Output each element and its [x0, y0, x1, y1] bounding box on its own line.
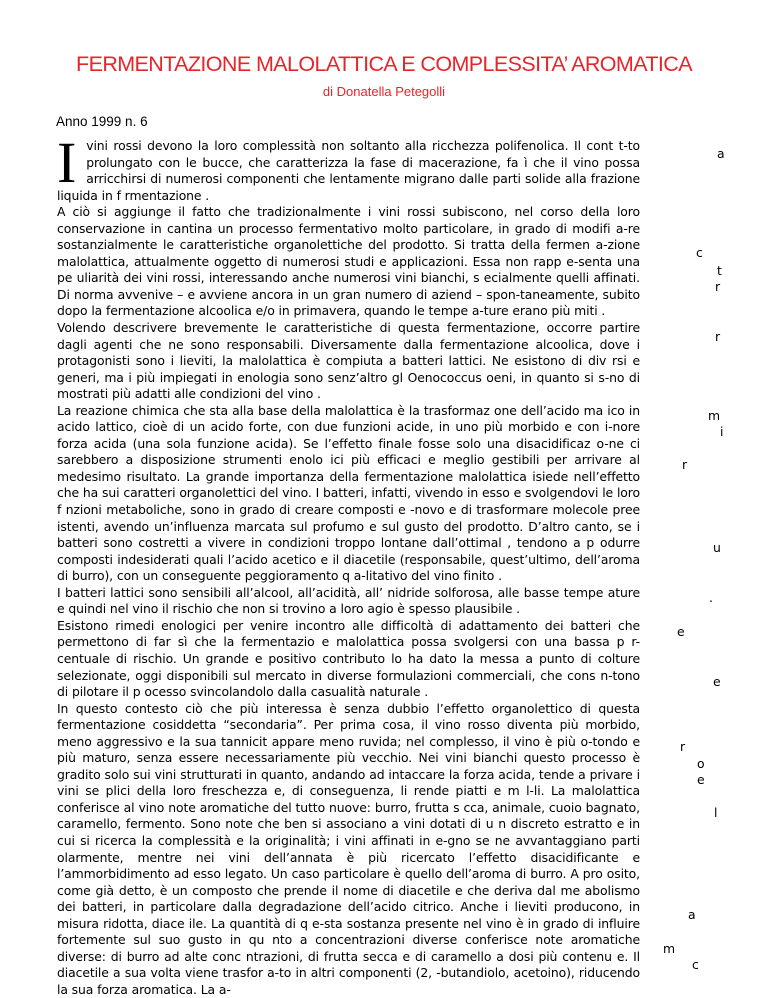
article-author: di Donatella Petegolli	[322, 84, 446, 99]
article-title: FERMENTAZIONE MALOLATTICA E COMPLESSITA’ AROMATICA	[76, 52, 692, 76]
stray-letter: e	[713, 674, 721, 689]
paragraph: In questo contesto ciò che più interessa è senza dubbio l’effetto organolettico di questa fermentazione cosiddetta “secondaria”. Per prima cosa, il vino rosso diventa più morbido, meno aggressivo e la sua tannicit appare meno ruvida; nel complesso, il vino è più o-tondo e più maturo, senza essere necessariamente più vecchio. Nei vini bianchi questo processo è gradito solo sui vini strutturati in quanto, andando ad intaccare la forza acida, tende a privare i vini se plici della loro freschezza e, di conseguenza, li rende piatti e m l-li. La malolattica conferisce al vino note aromatiche del tutto nuove: burro, frutta s cca, animale, cuoio bagnato, caramello, fermento. Sono note che ben si associano a vini dotati di u n discreto estratto e in cui si ricerca la complessità e la originalità; i vini affinati in e-gno se ne avvantaggiano parti olarmente, mentre nei vini dell’annata è più ricercato l’effetto disacidificante e l’ammorbidimento ad esso legato. Un caso particolare è quello dell’aroma di burro. A pro osito, come già detto, è un composto che prende il nome di diacetile e che deriva dal me abolismo dei batteri, in particolare dalla degradazione dell’acido citrico. Anche i lieviti producono, in misura ridotta, diace ile. La quantità di q e-sta sostanza presente nel vino è in grado di influire fortemente sul suo gusto in qu nto a concentrazioni diverse conferisce note aromatiche diverse: di burro ad alte conc ntrazioni, di frutta secca e di caramello a dosi più contenu e. Il diacetile a sua volta viene trasfor a-to in altri componenti (2, -butandiolo, acetoino), riducendo la sua forza aromatica. La a-	[57, 700, 640, 997]
paragraph: Esistono rimedi enologici per venire incontro alle difficoltà di adattamento dei batteri che permettono di far sì che la fermentazio e malolattica possa svolgersi con una bassa p r-centuale di rischio. Un grande e positivo contributo lo ha dato la messa a punto di colture selezionate, oggi disponibili sul mercato in diverse formulazioni commerciali, che cons n-tono di pilotare il p ocesso svincolandolo dalla casualità naturale .	[57, 617, 640, 700]
paragraph	[57, 130, 640, 204]
stray-letter: r	[715, 329, 721, 344]
stray-letter: r	[680, 739, 686, 754]
paragraph: I batteri lattici sono sensibili all’alcool, all’acidità, all’ nidride solforosa, alle basse tempe ature e quindi nel vino il rischio che non si trovino a loro agio è spesso plausibile .	[57, 584, 640, 617]
stray-letter: l	[714, 805, 718, 820]
paragraph: La reazione chimica che sta alla base della malolattica è la trasformaz one dell’acido ma ico in acido lattico, cioè di un acido forte, con due funzioni acide, in uno più morbido e con i-nore forza acida (una sola funzione acida). Se l’effetto finale fosse solo una disacidificaz o-ne ci sarebbero a disposizione strumenti enolo ici più efficaci e meglio gestibili per arrivare al medesimo risultato. La grande importanza della fermentazione malolattica isiede nell’effetto che ha sui caratteri organolettici del vino. I batteri, infatti, vivendo in esso e svolgendovi le loro f nzioni metaboliche, sono in grado di creare composti e -novo e di trasformare molecole pree istenti, avendo un’influenza marcata sul profumo e sul gusto del prodotto. D’altro canto, se i batteri sono costretti a vivere in condizioni troppo lontane dall’ottimal , tendono a p odurre composti indesiderati quali l’acido acetico e il diacetile (responsabile, quest’ultimo, dell’aroma di burro), con un conseguente peggioramento q a-litativo del vino finito .	[57, 402, 640, 584]
article-body	[57, 130, 640, 998]
stray-letter: m	[708, 408, 721, 423]
stray-letter: m	[663, 941, 676, 956]
stray-letter: c	[696, 245, 703, 260]
stray-letter: u	[713, 540, 721, 555]
stray-letter: t	[717, 263, 722, 278]
issue-label: Anno 1999 n. 6	[56, 114, 148, 129]
stray-letter: c	[692, 957, 699, 972]
paragraph: Volendo descrivere brevemente le caratteristiche di questa fermentazione, occorre partire dagli agenti che ne sono responsabili. Diversamente dalla fermentazione alcoolica, dove i protagonisti sono i lieviti, la malolattica è compiuta a batteri lattici. Ne esistono di div rsi e generi, ma i più impiegati in enologia sono senz’altro gl Oenococcus oeni, in quanto si s-no di mostrati più adatti alle condizioni del vino .	[57, 320, 640, 402]
stray-letter: r	[682, 457, 688, 472]
stray-letter: r	[715, 279, 721, 294]
stray-letter: e	[697, 772, 705, 787]
stray-letter: e	[677, 624, 685, 639]
stray-letter: a	[688, 907, 696, 922]
stray-letter: .	[709, 590, 713, 605]
stray-letter: a	[717, 146, 725, 161]
stray-letter: i	[720, 424, 724, 439]
drop-cap: I	[57, 130, 77, 195]
stray-letter: o	[697, 756, 705, 771]
paragraph: A ciò si aggiunge il fatto che tradizionalmente i vini rossi subiscono, nel corso della loro conservazione in cantina un processo fermentativo molto particolare, in grado di modifi a-re sostanzialmente le caratteristiche organolettiche del prodotto. Si tratta della fermen a-zione malolattica, attualmente oggetto di numerosi studi e applicazioni. Essa non rapp e-senta una pe uliarità dei vini rossi, interessando anche numerosi vini bianchi, s ecialmente quelli affinati. Di norma avvenive – e avviene ancora in un gran numero di aziend – spon-taneamente, subito dopo la fermentazione alcoolica e/o in primavera, quando le tempe a-ture erano più miti .	[57, 204, 640, 319]
paragraph-text: vini rossi devono la loro complessità non soltanto alla ricchezza polifenolica. Il cont t-to prolungato con le bucce, che caratterizza la fase di macerazione, fa ì che il vino possa arricchirsi di numerosi componenti che lentamente migrano dalle parti solide alla frazione liquida in f rmentazione .	[57, 138, 640, 203]
